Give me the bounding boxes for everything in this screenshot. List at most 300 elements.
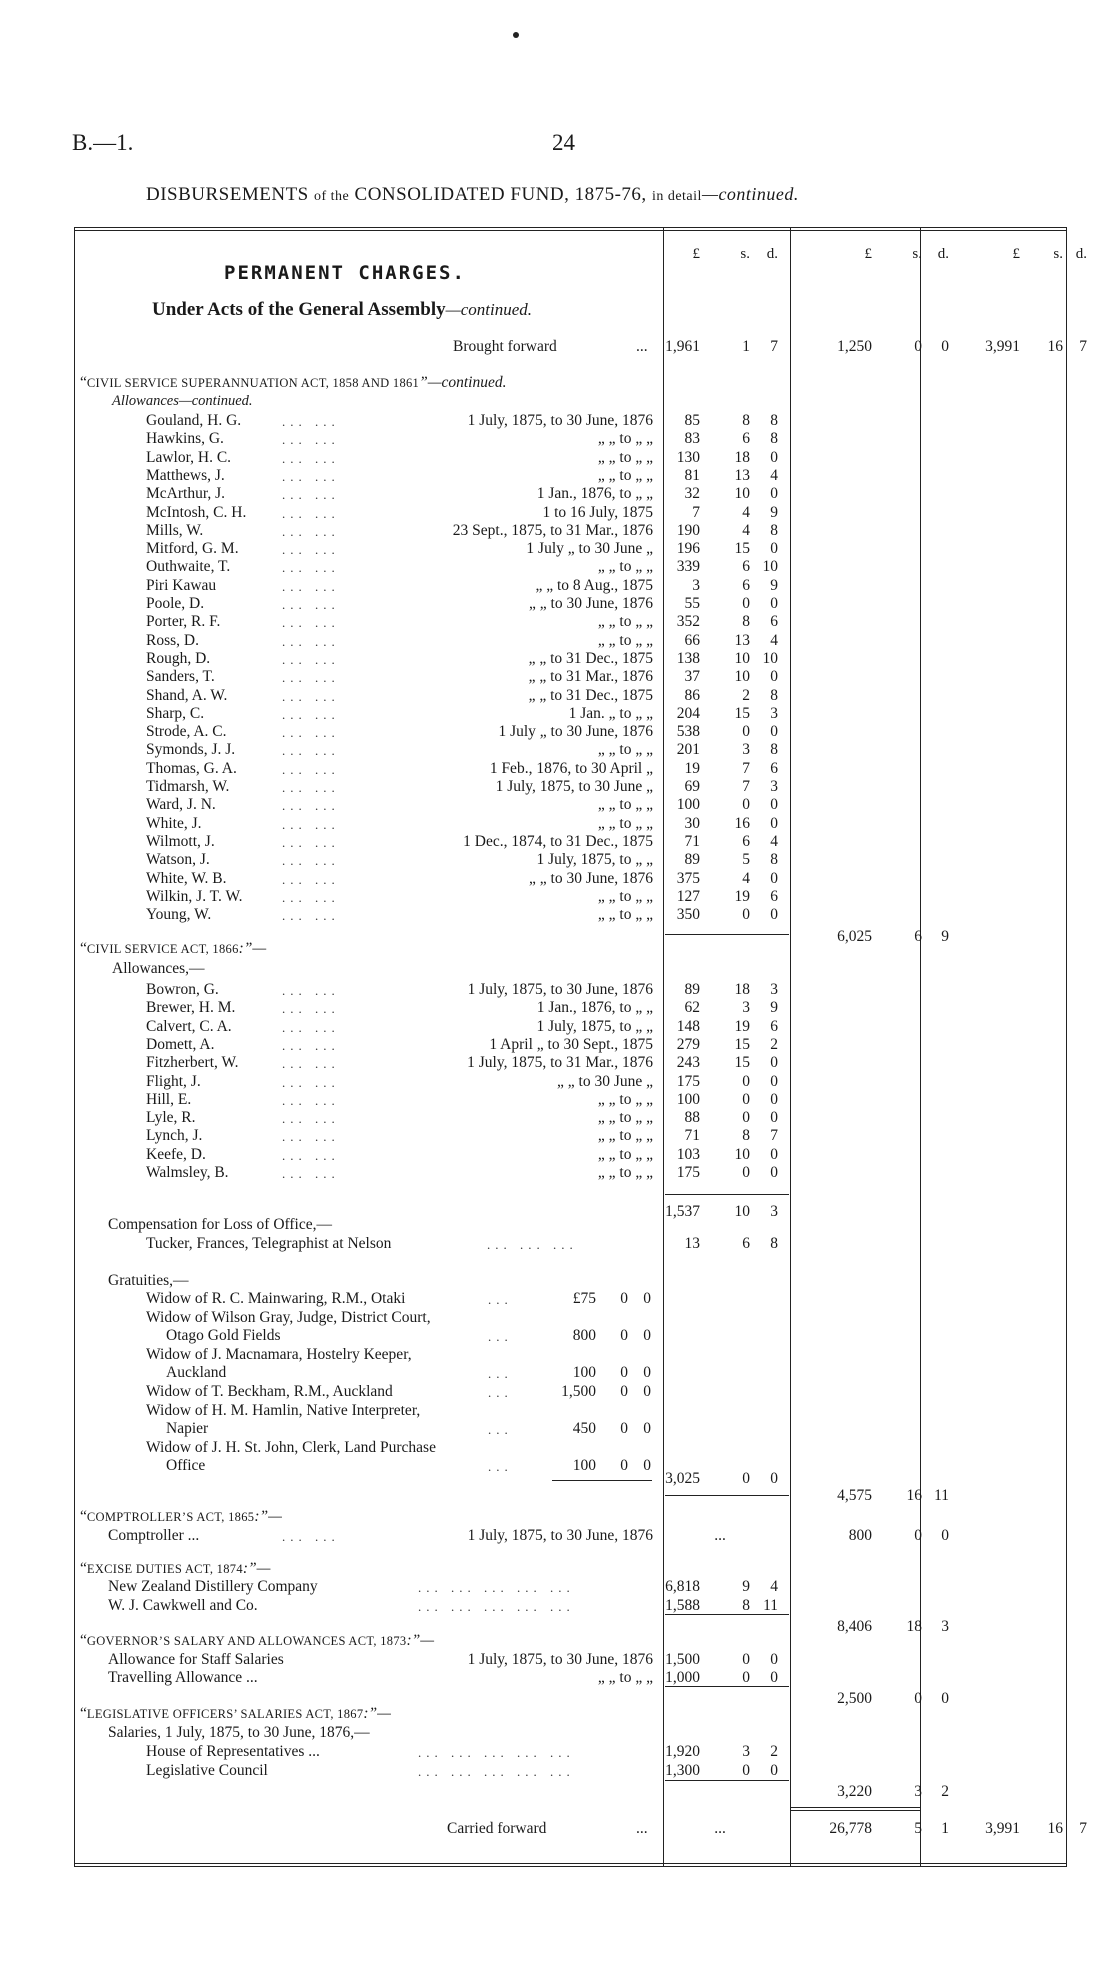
allowance-amount-shillings: 10 xyxy=(734,1145,750,1163)
allowance-name: Thomas, G. A. xyxy=(146,759,237,777)
gratuity-text: Widow of J. H. St. John, Clerk, Land Purchase xyxy=(146,1439,436,1456)
gratuities-total-pence: 0 xyxy=(770,1470,778,1487)
civil_service-heading-text: CIVIL SERVICE ACT, 1866 xyxy=(86,942,239,956)
allowance-name: Fitzherbert, W. xyxy=(146,1054,239,1072)
allowance-name: Wilkin, J. T. W. xyxy=(146,887,243,905)
civil-service-total-pence: 11 xyxy=(934,1487,949,1504)
comptroller-amount-pounds: 800 xyxy=(848,1527,872,1544)
civil-service-subtotal-pounds: 1,537 xyxy=(665,1203,700,1220)
allowance-amount-pence: 6 xyxy=(770,887,778,905)
allowance-amount-pounds: 175 xyxy=(676,1072,700,1090)
superannuation-total-pence: 9 xyxy=(941,928,949,945)
leader-dots: ... ... xyxy=(282,487,340,503)
allowance-amount-pence: 0 xyxy=(770,906,778,924)
allowance-amount-pence: 0 xyxy=(770,595,778,612)
table-bottom-rule xyxy=(74,1863,1066,1864)
leader-dots: ... xyxy=(488,1292,513,1307)
page-heading xyxy=(146,184,799,206)
allowance-period: 1 to 16 July, 1875 xyxy=(542,503,653,521)
leader-dots: ... ... xyxy=(282,633,340,649)
allowance-amount-pounds: 88 xyxy=(684,1109,700,1127)
allowance-amount-pounds: 100 xyxy=(676,1090,700,1108)
superannuation-sub: Allowances—continued. xyxy=(112,393,253,409)
gratuity-amount-pounds: 100 xyxy=(572,1457,596,1474)
allowance-amount-shillings: 0 xyxy=(742,906,750,924)
carried-forward-c2-pounds: 26,778 xyxy=(829,1820,872,1837)
carried-forward-c3-pounds: 3,991 xyxy=(985,1820,1020,1837)
allowance-amount-pence: 3 xyxy=(770,778,778,795)
leader-dots: ... ... xyxy=(282,651,340,667)
excise-name: W. J. Cawkwell and Co. xyxy=(108,1597,258,1614)
allowance-amount-shillings: 15 xyxy=(734,1035,750,1053)
allowance-amount-pence: 4 xyxy=(770,832,778,850)
allowance-amount-pence: 0 xyxy=(770,1090,778,1108)
gratuity-amount-shillings: 0 xyxy=(620,1383,628,1400)
allowance-name: McIntosh, C. H. xyxy=(146,503,247,521)
allowance-amount-pence: 10 xyxy=(762,558,778,576)
governor-name: Travelling Allowance ... xyxy=(108,1669,258,1686)
allowance-period: 1 July, 1875, to 30 June, 1876 xyxy=(467,981,653,998)
allowance-name: Porter, R. F. xyxy=(146,613,221,631)
allowance-amount-shillings: 10 xyxy=(734,649,750,667)
governor-amount-pounds: 1,000 xyxy=(665,1669,700,1686)
section-title: PERMANENT CHARGES. xyxy=(224,262,466,284)
allowance-name: Lyle, R. xyxy=(146,1109,196,1127)
governor-period: 1 July, 1875, to 30 June, 1876 xyxy=(467,1651,653,1668)
leader-dots: ... ... ... ... ... xyxy=(418,1580,575,1595)
leader-dots: ... ... ... ... ... xyxy=(418,1745,575,1760)
allowance-period: „ „ to „ „ xyxy=(597,558,653,576)
excise-amount-pounds: 6,818 xyxy=(665,1578,700,1595)
allowance-amount-shillings: 8 xyxy=(742,1127,750,1145)
table-left-rule xyxy=(74,227,75,1867)
allowance-amount-shillings: 7 xyxy=(742,778,750,795)
allowance-amount-shillings: 15 xyxy=(734,540,750,558)
legislative-amount-shillings: 0 xyxy=(742,1762,750,1779)
allowance-period: „ „ to „ „ xyxy=(597,814,653,832)
governor-amount-pounds: 1,500 xyxy=(665,1651,700,1668)
allowance-amount-shillings: 0 xyxy=(742,1109,750,1127)
legislative-heading-text: LEGISLATIVE OFFICERS’ SALARIES ACT, 1867 xyxy=(86,1707,364,1721)
civil-service-total-shillings: 16 xyxy=(906,1487,922,1504)
leader-dots: ... ... xyxy=(282,615,340,631)
allowance-amount-shillings: 4 xyxy=(742,869,750,887)
allowance-amount-pence: 0 xyxy=(770,796,778,814)
allowance-period: „ „ to „ „ xyxy=(597,1127,653,1145)
allowance-amount-pounds: 103 xyxy=(676,1145,700,1163)
allowance-amount-pounds: 196 xyxy=(676,540,700,558)
compensation-amount-pounds: 13 xyxy=(684,1235,700,1252)
allowance-amount-pence: 8 xyxy=(770,521,778,539)
carried-forward-c1: ... xyxy=(714,1820,726,1837)
excise-heading-close: :”— xyxy=(242,1560,271,1577)
leader-dots: ... ... xyxy=(282,1019,340,1035)
allowance-amount-pounds: 89 xyxy=(684,981,700,998)
gratuity-amount-pounds: £75 xyxy=(572,1290,596,1307)
allowance-amount-pence: 0 xyxy=(770,1072,778,1090)
comptroller-heading xyxy=(80,1508,282,1526)
gratuity-text: Widow of Wilson Gray, Judge, District Court, xyxy=(146,1309,431,1326)
money-header-c2-1: s. xyxy=(912,246,922,262)
allowance-amount-shillings: 0 xyxy=(742,595,750,612)
allowance-amount-shillings: 0 xyxy=(742,723,750,741)
allowance-name: Tidmarsh, W. xyxy=(146,778,230,795)
legislative-total-pounds: 3,220 xyxy=(837,1783,872,1800)
leader-dots: ... ... xyxy=(282,670,340,686)
leader-dots: ... ... xyxy=(282,1129,340,1145)
col2-left-rule xyxy=(790,227,791,1867)
allowance-name: Mills, W. xyxy=(146,521,204,539)
leader-dots: ... ... ... xyxy=(487,1237,578,1252)
allowance-amount-pounds: 352 xyxy=(676,613,700,631)
subtitle-continued: —continued. xyxy=(445,300,533,319)
excise-amount-shillings: 8 xyxy=(742,1597,750,1614)
allowance-amount-shillings: 15 xyxy=(734,704,750,722)
carried-forward-dots: ... xyxy=(636,1820,648,1837)
civil-service-subtotal-pence: 3 xyxy=(770,1203,778,1220)
leader-dots: ... ... xyxy=(282,560,340,576)
governor-name: Allowance for Staff Salaries xyxy=(108,1651,284,1668)
allowance-name: Keefe, D. xyxy=(146,1145,206,1163)
civil-service-rule-2 xyxy=(665,1495,789,1496)
allowance-amount-pounds: 85 xyxy=(684,412,700,429)
allowance-amount-pence: 3 xyxy=(770,704,778,722)
allowance-period: „ „ to 31 Dec., 1875 xyxy=(528,649,653,667)
governor-total-pence: 0 xyxy=(941,1690,949,1707)
allowance-period: „ „ to „ „ xyxy=(597,466,653,484)
money-header-c3-0: £ xyxy=(1012,246,1020,262)
allowance-amount-pounds: 201 xyxy=(676,741,700,759)
allowance-name: Piri Kawau xyxy=(146,576,217,594)
allowance-period: „ „ to „ „ xyxy=(597,448,653,466)
leader-dots: ... ... xyxy=(282,1092,340,1108)
allowance-period: 1 July, 1875, to 30 June „ xyxy=(495,778,653,795)
gratuity-amount-pence: 0 xyxy=(643,1420,651,1437)
allowance-amount-pence: 8 xyxy=(770,412,778,429)
allowance-period: „ „ to 30 June, 1876 xyxy=(529,869,653,887)
allowance-name: Sanders, T. xyxy=(146,668,215,686)
comptroller-heading-close: :”— xyxy=(254,1508,282,1525)
comptroller-amount-pence: 0 xyxy=(941,1527,949,1544)
leader-dots: ... ... xyxy=(282,468,340,484)
allowance-name: Calvert, C. A. xyxy=(146,1017,232,1035)
allowance-amount-pounds: 190 xyxy=(676,521,700,539)
allowance-amount-pounds: 130 xyxy=(676,448,700,466)
leader-dots: ... ... xyxy=(282,1074,340,1090)
allowance-name: Flight, J. xyxy=(146,1072,201,1090)
allowance-name: Hawkins, G. xyxy=(146,430,224,448)
leader-dots: ... ... xyxy=(282,816,340,832)
legislative-amount-pounds: 1,920 xyxy=(665,1743,700,1760)
allowance-period: „ „ to „ „ xyxy=(597,1164,653,1181)
civil-service-sub: Allowances,— xyxy=(112,960,205,977)
allowance-amount-shillings: 4 xyxy=(742,503,750,521)
leader-dots: ... ... xyxy=(282,1529,340,1544)
money-header-c3-2: d. xyxy=(1075,246,1087,262)
heading-of-the: of the xyxy=(314,189,350,204)
allowance-amount-shillings: 19 xyxy=(734,887,750,905)
allowance-amount-pence: 6 xyxy=(770,613,778,631)
allowance-amount-pounds: 375 xyxy=(676,869,700,887)
allowance-period: 1 Dec., 1874, to 31 Dec., 1875 xyxy=(463,832,653,850)
leader-dots: ... ... xyxy=(282,523,340,539)
allowance-period: 1 Feb., 1876, to 30 April „ xyxy=(489,759,653,777)
allowance-name: Rough, D. xyxy=(146,649,211,667)
superannuation-total-shillings: 6 xyxy=(914,928,922,945)
allowance-period: „ „ to „ „ xyxy=(597,1090,653,1108)
superannuation-total-pounds: 6,025 xyxy=(837,928,872,945)
leader-dots: ... ... xyxy=(282,1111,340,1127)
governor-total-pounds: 2,500 xyxy=(837,1690,872,1707)
allowance-period: 1 Jan., 1876, to „ „ xyxy=(536,485,653,503)
allowance-period: „ „ to „ „ xyxy=(597,631,653,649)
allowance-amount-shillings: 3 xyxy=(742,999,750,1017)
allowance-name: White, J. xyxy=(146,814,202,832)
allowance-amount-shillings: 5 xyxy=(742,851,750,869)
money-header-c1-1: s. xyxy=(740,246,750,262)
leader-dots: ... xyxy=(488,1459,513,1474)
brought-forward-c3-pounds: 3,991 xyxy=(985,338,1020,355)
allowance-amount-shillings: 6 xyxy=(742,576,750,594)
allowance-amount-shillings: 8 xyxy=(742,412,750,429)
allowance-period: 1 Jan. „ to „ „ xyxy=(568,704,653,722)
allowance-period: „ „ to „ „ xyxy=(597,796,653,814)
allowance-amount-shillings: 10 xyxy=(734,668,750,686)
allowance-name: Matthews, J. xyxy=(146,466,225,484)
printer-mark xyxy=(513,32,519,38)
allowance-amount-shillings: 19 xyxy=(734,1017,750,1035)
brought-forward-c3-pence: 7 xyxy=(1079,338,1087,355)
brought-forward-c1-shillings: 1 xyxy=(742,338,750,355)
brought-forward-c1-pounds: 1,961 xyxy=(665,338,700,355)
excise-amount-pence: 11 xyxy=(763,1597,778,1614)
leader-dots: ... xyxy=(488,1366,513,1381)
leader-dots: ... ... xyxy=(282,706,340,722)
allowance-amount-shillings: 2 xyxy=(742,686,750,704)
governor-heading-text: GOVERNOR’S SALARY AND ALLOWANCES ACT, 1873 xyxy=(86,1634,407,1648)
civil_service-heading xyxy=(80,940,266,958)
excise-amount-pounds: 1,588 xyxy=(665,1597,700,1614)
leader-dots: ... ... xyxy=(282,853,340,869)
allowance-amount-pounds: 66 xyxy=(684,631,700,649)
allowance-amount-pence: 0 xyxy=(770,485,778,503)
allowance-period: „ „ to „ „ xyxy=(597,1145,653,1163)
allowance-amount-pounds: 100 xyxy=(676,796,700,814)
leader-dots: ... ... ... ... ... xyxy=(418,1599,575,1614)
gratuity-text: Auckland xyxy=(166,1364,227,1381)
leader-dots: ... ... xyxy=(282,889,340,905)
legislative-rule-3 xyxy=(790,1810,920,1811)
carried-forward-c2-pence: 1 xyxy=(941,1820,949,1837)
compensation-amount-shillings: 6 xyxy=(742,1235,750,1252)
allowance-amount-pounds: 69 xyxy=(684,778,700,795)
gratuity-text: Widow of R. C. Mainwaring, R.M., Otaki xyxy=(146,1290,406,1307)
allowance-amount-pence: 0 xyxy=(770,448,778,466)
allowance-amount-shillings: 6 xyxy=(742,430,750,448)
allowance-period: „ „ to „ „ xyxy=(597,430,653,448)
allowance-amount-pence: 0 xyxy=(770,1164,778,1181)
allowance-period: „ „ to „ „ xyxy=(597,906,653,924)
gratuity-amount-pence: 0 xyxy=(643,1457,651,1474)
leader-dots: ... ... xyxy=(282,1037,340,1053)
leader-dots: ... ... xyxy=(282,450,340,466)
allowance-amount-shillings: 13 xyxy=(734,466,750,484)
gratuity-amount-pence: 0 xyxy=(643,1290,651,1307)
allowance-amount-pence: 4 xyxy=(770,631,778,649)
comptroller-period: 1 July, 1875, to 30 June, 1876 xyxy=(467,1527,653,1544)
compensation-item: Tucker, Frances, Telegraphist at Nelson xyxy=(146,1235,392,1252)
allowance-amount-pounds: 62 xyxy=(684,999,700,1017)
governor-heading xyxy=(80,1632,434,1650)
money-header-c2-0: £ xyxy=(864,246,872,262)
governor-amount-shillings: 0 xyxy=(742,1651,750,1668)
comptroller-heading-open: “ xyxy=(80,1508,87,1525)
allowance-period: „ „ to „ „ xyxy=(597,741,653,759)
excise-heading xyxy=(80,1560,270,1578)
allowance-amount-shillings: 0 xyxy=(742,796,750,814)
legislative-name: House of Representatives ... xyxy=(146,1743,320,1760)
legislative-rule-2 xyxy=(790,1807,920,1808)
legislative-amount-pence: 0 xyxy=(770,1762,778,1779)
allowance-amount-pence: 9 xyxy=(770,576,778,594)
superannuation-rule xyxy=(665,934,789,935)
gratuity-text: Napier xyxy=(166,1420,209,1437)
allowance-amount-pounds: 538 xyxy=(676,723,700,741)
allowance-name: Lynch, J. xyxy=(146,1127,203,1145)
allowance-amount-pence: 0 xyxy=(770,723,778,741)
allowance-amount-pounds: 71 xyxy=(684,1127,700,1145)
gratuity-amount-pounds: 800 xyxy=(572,1327,596,1344)
excise-amount-shillings: 9 xyxy=(742,1578,750,1595)
gratuity-amount-pounds: 100 xyxy=(572,1364,596,1381)
legislative-total-pence: 2 xyxy=(941,1783,949,1800)
brought-forward-c2-shillings: 0 xyxy=(914,338,922,355)
legislative-heading xyxy=(80,1705,391,1723)
allowance-amount-pounds: 7 xyxy=(692,503,700,521)
heading-continued: —continued. xyxy=(701,184,799,204)
leader-dots: ... ... xyxy=(282,871,340,887)
leader-dots: ... xyxy=(488,1385,513,1400)
allowance-name: Poole, D. xyxy=(146,595,205,612)
allowance-amount-pounds: 148 xyxy=(676,1017,700,1035)
allowance-amount-pence: 6 xyxy=(770,1017,778,1035)
allowance-amount-pence: 8 xyxy=(770,430,778,448)
table-right-rule xyxy=(1066,227,1067,1867)
leader-dots: ... ... xyxy=(282,798,340,814)
leader-dots: ... ... xyxy=(282,761,340,777)
excise-amount-pence: 4 xyxy=(770,1578,778,1595)
allowance-period: 1 July „ to 30 June „ xyxy=(526,540,653,558)
governor-rule xyxy=(665,1686,789,1687)
table-top-rule-2 xyxy=(74,230,1066,231)
allowance-amount-pence: 0 xyxy=(770,540,778,558)
brought-forward-dots: ... xyxy=(636,338,648,355)
gratuity-amount-shillings: 0 xyxy=(620,1457,628,1474)
allowance-amount-pence: 10 xyxy=(762,649,778,667)
leader-dots: ... ... xyxy=(282,1056,340,1072)
allowance-period: 1 April „ to 30 Sept., 1875 xyxy=(489,1035,653,1053)
allowance-name: Domett, A. xyxy=(146,1035,215,1053)
governor-total-shillings: 0 xyxy=(914,1690,922,1707)
carried-forward-c3-pence: 7 xyxy=(1079,1820,1087,1837)
leader-dots: ... ... xyxy=(282,1001,340,1017)
page-reference: B.—1. xyxy=(72,130,134,155)
superannuation-heading-open: “ xyxy=(80,374,87,391)
leader-dots: ... ... xyxy=(282,908,340,924)
excise-name: New Zealand Distillery Company xyxy=(108,1578,318,1595)
allowance-amount-pence: 7 xyxy=(770,1127,778,1145)
superannuation-heading-close: ”—continued. xyxy=(419,374,507,391)
money-header-c3-1: s. xyxy=(1053,246,1063,262)
governor-heading-close: :”— xyxy=(406,1632,435,1649)
brought-forward-c2-pence: 0 xyxy=(941,338,949,355)
allowance-amount-shillings: 4 xyxy=(742,521,750,539)
allowance-amount-pounds: 86 xyxy=(684,686,700,704)
allowance-name: Ross, D. xyxy=(146,631,199,649)
allowance-amount-shillings: 6 xyxy=(742,832,750,850)
allowance-amount-shillings: 10 xyxy=(734,485,750,503)
compensation-amount-pence: 8 xyxy=(770,1235,778,1252)
leader-dots: ... ... xyxy=(282,780,340,795)
brought-forward-label: Brought forward xyxy=(453,338,557,355)
leader-dots: ... ... xyxy=(282,505,340,521)
allowance-name: Symonds, J. J. xyxy=(146,741,236,759)
allowance-amount-pence: 2 xyxy=(770,1035,778,1053)
allowance-amount-pence: 0 xyxy=(770,814,778,832)
allowance-period: 1 July, 1875, to 31 Mar., 1876 xyxy=(467,1054,653,1072)
leader-dots: ... ... xyxy=(282,743,340,759)
allowance-amount-pounds: 204 xyxy=(676,704,700,722)
gratuity-amount-pence: 0 xyxy=(643,1383,651,1400)
legislative-heading-open: “ xyxy=(80,1705,87,1722)
leader-dots: ... ... xyxy=(282,597,340,612)
allowance-amount-pounds: 55 xyxy=(684,595,700,612)
allowance-amount-pounds: 3 xyxy=(692,576,700,594)
excise-rule xyxy=(665,1614,789,1615)
allowance-amount-pounds: 83 xyxy=(684,430,700,448)
gratuity-amount-shillings: 0 xyxy=(620,1290,628,1307)
money-header-c1-0: £ xyxy=(692,246,700,262)
allowance-amount-pence: 8 xyxy=(770,851,778,869)
subtitle: Under Acts of the General Assembly xyxy=(152,299,446,320)
allowance-amount-pence: 3 xyxy=(770,981,778,998)
allowance-name: Wilmott, J. xyxy=(146,832,215,850)
leader-dots: ... ... xyxy=(282,983,340,998)
leader-dots: ... ... xyxy=(282,414,340,429)
excise-total-pence: 3 xyxy=(941,1618,949,1635)
excise-heading-open: “ xyxy=(80,1560,87,1577)
table-top-rule xyxy=(74,227,1066,228)
gratuity-text: Office xyxy=(166,1457,206,1474)
comptroller-amount-shillings: 0 xyxy=(914,1527,922,1544)
allowance-amount-pounds: 30 xyxy=(684,814,700,832)
comptroller-heading-text: COMPTROLLER’S ACT, 1865 xyxy=(86,1510,255,1524)
carried-forward-label: Carried forward xyxy=(447,1820,547,1837)
allowance-amount-pounds: 37 xyxy=(684,668,700,686)
comptroller-item: Comptroller ... xyxy=(108,1527,200,1544)
governor-heading-open: “ xyxy=(80,1632,87,1649)
allowance-amount-pence: 0 xyxy=(770,1145,778,1163)
governor-period: „ „ to „ „ xyxy=(597,1669,653,1686)
allowance-amount-pence: 9 xyxy=(770,503,778,521)
excise-heading-text: EXCISE DUTIES ACT, 1874 xyxy=(86,1562,243,1576)
allowance-amount-shillings: 15 xyxy=(734,1054,750,1072)
leader-dots: ... ... xyxy=(282,1166,340,1181)
legislative-amount-shillings: 3 xyxy=(742,1743,750,1760)
allowance-amount-shillings: 7 xyxy=(742,759,750,777)
excise-total-shillings: 18 xyxy=(906,1618,922,1635)
allowance-amount-shillings: 13 xyxy=(734,631,750,649)
